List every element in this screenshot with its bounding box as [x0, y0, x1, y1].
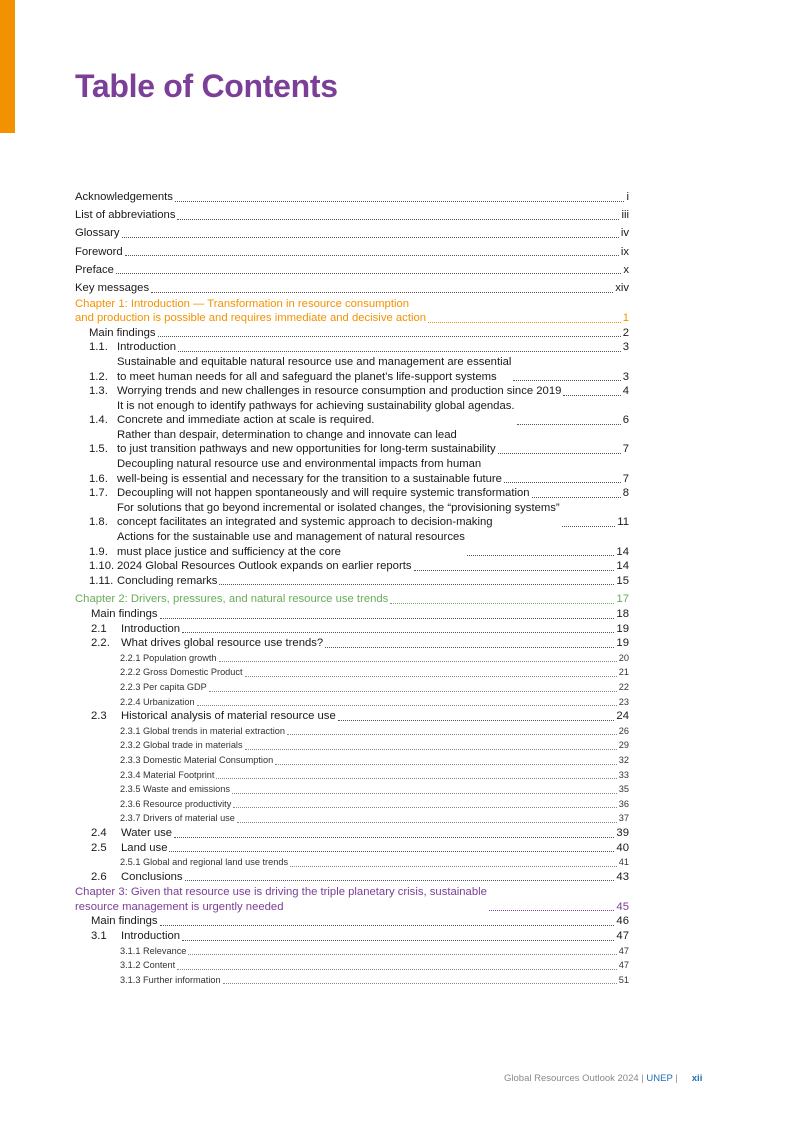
dot-leader: [532, 496, 621, 498]
subsection-title: 3.1.1 Relevance: [120, 945, 187, 956]
toc-entry-preface[interactable]: [75, 263, 629, 278]
toc-page-number: 40: [616, 841, 629, 854]
toc-entry-acknowledgements[interactable]: [75, 190, 629, 205]
dot-leader: [122, 236, 619, 238]
toc-section[interactable]: [75, 399, 629, 428]
toc-page-number: 51: [618, 974, 629, 985]
toc-page-number: 3: [622, 370, 629, 383]
section-number: 1.9.: [89, 545, 108, 558]
dot-leader: [325, 646, 614, 648]
toc-page-number: 8: [622, 487, 629, 500]
dot-leader: [245, 675, 617, 677]
section-number: 2.5: [91, 841, 107, 854]
dot-leader: [158, 335, 621, 337]
toc-subsection[interactable]: [75, 724, 629, 739]
toc-subsection[interactable]: [75, 855, 629, 870]
toc-section[interactable]: [75, 530, 629, 559]
section-title: Conclusions: [121, 870, 183, 883]
toc-subsection[interactable]: [75, 680, 629, 695]
section-number: 1.3.: [89, 385, 108, 398]
section-title: [117, 428, 496, 457]
toc-entry-main-findings[interactable]: [75, 326, 629, 341]
toc-subsection[interactable]: [75, 753, 629, 768]
section-title-line: Worrying trends and new challenges in resource consumption and production since 2019: [117, 385, 562, 398]
toc-page-number: 20: [618, 652, 629, 663]
section-title-line: Concrete and immediate action at scale is required.: [117, 414, 375, 427]
subsection-title: 2.3.7 Drivers of material use: [120, 813, 235, 824]
section-title: [117, 559, 412, 574]
section-number: 2.1: [91, 622, 107, 635]
toc-page-number: 18: [616, 608, 629, 620]
section-number: 1.10.: [89, 560, 115, 573]
toc-subsection[interactable]: [75, 944, 629, 959]
toc-section[interactable]: [75, 870, 629, 885]
section-title-line: well-being is essential and necessary for the transition to a sustainable future: [117, 472, 502, 485]
toc-page-number: 14: [616, 545, 629, 558]
dot-leader: [513, 379, 620, 381]
dot-leader: [498, 452, 621, 454]
dot-leader: [116, 272, 621, 274]
toc-entry-glossary[interactable]: [75, 226, 629, 241]
toc-section[interactable]: [75, 457, 629, 486]
section-title: Introduction: [121, 622, 181, 635]
dot-leader: [169, 850, 614, 852]
toc-page-number: 29: [618, 740, 629, 751]
toc-section[interactable]: [75, 340, 629, 355]
section-title: Historical analysis of material resource use: [121, 710, 336, 723]
toc-page-number: 35: [618, 784, 629, 795]
toc-page-number: 21: [618, 667, 629, 678]
section-title-line: Decoupling will not happen spontaneously and will require systemic transformation: [117, 487, 530, 500]
section-title: [117, 486, 530, 501]
section-title-line: Introduction: [117, 341, 177, 354]
toc-subsection[interactable]: [75, 811, 629, 826]
page-footer: [504, 1073, 702, 1084]
dot-leader: [185, 879, 615, 881]
section-title: Water use: [121, 826, 173, 839]
toc-page-number: 47: [618, 960, 629, 971]
toc-subsection[interactable]: [75, 651, 629, 666]
chapter-title: Chapter 2: Drivers, pressures, and natural resource use trends: [75, 593, 389, 606]
section-title-line: For solutions that go beyond incremental or isolated changes, the “provisioning systems”: [117, 501, 560, 514]
section-title-line: must place justice and sufficiency at the core: [117, 545, 341, 558]
toc-entry-label: Main findings: [91, 915, 158, 928]
toc-chapter-1[interactable]: [75, 297, 629, 326]
toc-page-number: xiv: [615, 281, 629, 294]
dot-leader: [182, 631, 614, 633]
section-number: 1.1.: [89, 341, 108, 354]
dot-leader: [245, 748, 617, 750]
section-title-line: Actions for the sustainable use and management of natural resources: [117, 531, 465, 544]
toc-section[interactable]: [75, 486, 629, 501]
dot-leader: [414, 569, 615, 571]
toc-section[interactable]: [75, 622, 629, 637]
dot-leader: [197, 704, 617, 706]
dot-leader: [290, 865, 617, 867]
dot-leader: [233, 806, 616, 808]
section-title: [117, 340, 176, 355]
toc-section[interactable]: [75, 384, 629, 399]
section-title: [117, 530, 465, 559]
section-title: [117, 399, 515, 428]
dot-leader: [182, 939, 614, 941]
toc-section[interactable]: [75, 428, 629, 457]
toc-section[interactable]: [75, 501, 629, 530]
dot-leader: [177, 218, 619, 220]
toc-section[interactable]: [75, 709, 629, 724]
toc-entry-foreword[interactable]: [75, 245, 629, 260]
toc-chapter-3[interactable]: [75, 885, 629, 914]
chapter-title-line: resource management is urgently needed: [75, 900, 284, 913]
toc-page-number: 37: [618, 813, 629, 824]
toc-page-number: iv: [620, 227, 629, 240]
footer-publication: Global Resources Outlook 2024 |: [504, 1073, 647, 1084]
toc-page-number: 19: [616, 622, 629, 635]
section-title-line: to meet human needs for all and safeguard the planet’s life-support systems: [117, 370, 497, 383]
toc-page-number: 33: [618, 769, 629, 780]
toc-page-number: 46: [616, 915, 629, 928]
toc-entry-label: Glossary: [75, 227, 120, 240]
section-number: 1.11.: [89, 574, 114, 587]
toc-page-number: 4: [622, 385, 629, 398]
toc-page-number: 32: [618, 754, 629, 765]
section-number: 1.8.: [89, 516, 108, 529]
toc-section[interactable]: [75, 559, 629, 574]
dot-leader: [275, 763, 617, 765]
dot-leader: [216, 777, 616, 779]
dot-leader: [287, 733, 617, 735]
chapter-title-line: Chapter 1: Introduction — Transformation in resource consumption: [75, 297, 410, 310]
toc-subsection[interactable]: [75, 768, 629, 783]
toc-page-number: 11: [617, 516, 629, 529]
toc-page-number: 22: [618, 681, 629, 692]
dot-leader: [467, 554, 615, 556]
subsection-title: 2.3.6 Resource productivity: [120, 798, 232, 809]
footer-separator: |: [672, 1073, 678, 1084]
section-title: [117, 355, 511, 384]
dot-leader: [125, 254, 619, 256]
toc-page-number: iii: [621, 209, 629, 222]
toc-page-number: x: [623, 263, 629, 276]
toc-section[interactable]: [75, 636, 629, 651]
dot-leader: [209, 690, 617, 692]
subsection-title: 2.5.1 Global and regional land use trends: [120, 857, 289, 868]
section-title-line: to just transition pathways and new opportunities for long-term sustainability: [117, 443, 496, 456]
footer-page-number: xii: [691, 1073, 703, 1084]
table-of-contents: [75, 190, 629, 987]
toc-page-number: 36: [618, 798, 629, 809]
toc-page-number: 43: [616, 870, 629, 883]
dot-leader: [517, 423, 621, 425]
dot-leader: [232, 792, 617, 794]
toc-section[interactable]: [75, 929, 629, 944]
toc-page-number: 3: [622, 341, 629, 354]
toc-entry-main-findings[interactable]: [75, 607, 629, 622]
section-title-line: Sustainable and equitable natural resource use and management are essential: [117, 355, 512, 368]
toc-entry-label: Key messages: [75, 281, 150, 294]
section-title: [117, 574, 217, 589]
section-number: 2.4: [91, 826, 107, 839]
section-title-line: 2024 Global Resources Outlook expands on earlier reports: [117, 560, 412, 573]
dot-leader: [223, 982, 617, 984]
page-title: Table of Contents: [75, 68, 338, 104]
section-title-line: It is not enough to identify pathways for achieving sustainability global agendas.: [117, 399, 515, 412]
subsection-title: 2.3.2 Global trade in materials: [120, 740, 243, 751]
dot-leader: [177, 968, 617, 970]
subsection-title: 2.3.4 Material Footprint: [120, 769, 215, 780]
toc-subsection[interactable]: [75, 782, 629, 797]
dot-leader: [219, 583, 614, 585]
toc-entry-main-findings[interactable]: [75, 914, 629, 929]
dot-leader: [504, 481, 621, 483]
toc-section[interactable]: [75, 355, 629, 384]
subsection-title: 2.2.2 Gross Domestic Product: [120, 667, 243, 678]
toc-entry-key-messages[interactable]: [75, 281, 629, 296]
toc-page-number: 7: [622, 443, 629, 456]
subsection-title: 3.1.3 Further information: [120, 974, 221, 985]
dot-leader: [489, 909, 615, 911]
toc-page-number: 6: [622, 414, 629, 427]
subsection-title: 2.3.1 Global trends in material extraction: [120, 725, 285, 736]
toc-subsection[interactable]: [75, 973, 629, 988]
accent-bar: [0, 0, 15, 133]
subsection-title: 3.1.2 Content: [120, 960, 176, 971]
toc-entry-label: Foreword: [75, 245, 123, 258]
section-title: [117, 384, 561, 399]
dot-leader: [151, 291, 613, 293]
section-title: [117, 501, 560, 530]
toc-entry-label: Main findings: [89, 326, 156, 339]
toc-page-number: 47: [618, 945, 629, 956]
dot-leader: [178, 350, 621, 352]
toc-page-number: 39: [616, 826, 629, 839]
toc-chapter-2[interactable]: [75, 592, 629, 607]
toc-entry-abbreviations[interactable]: [75, 208, 629, 223]
dot-leader: [175, 200, 625, 202]
toc-page-number: 47: [616, 930, 629, 943]
toc-page-number: 15: [616, 574, 629, 587]
toc-subsection[interactable]: [75, 695, 629, 710]
toc-page-number: 41: [618, 857, 629, 868]
dot-leader: [160, 924, 615, 926]
dot-leader: [563, 394, 620, 396]
section-number: 2.2.: [91, 637, 110, 650]
toc-page-number: 7: [622, 472, 629, 485]
toc-subsection[interactable]: [75, 958, 629, 973]
toc-page-number: 14: [616, 560, 629, 573]
toc-page-number: ix: [620, 245, 629, 258]
section-title: [117, 457, 502, 486]
subsection-title: 2.2.4 Urbanization: [120, 696, 195, 707]
section-number: 1.6.: [89, 472, 108, 485]
section-title: Land use: [121, 841, 168, 854]
toc-subsection[interactable]: [75, 665, 629, 680]
toc-subsection[interactable]: [75, 797, 629, 812]
toc-page-number: 23: [618, 696, 629, 707]
toc-entry-label: Main findings: [91, 608, 158, 620]
toc-page-number: 19: [616, 637, 629, 650]
footer-org: UNEP: [646, 1073, 673, 1084]
dot-leader: [174, 836, 614, 838]
toc-entry-label: List of abbreviations: [75, 209, 176, 222]
dot-leader: [237, 821, 617, 823]
section-title: Introduction: [121, 930, 181, 943]
subsection-title: 2.3.3 Domestic Material Consumption: [120, 754, 274, 765]
section-number: 1.5.: [89, 443, 108, 456]
dot-leader: [338, 719, 615, 721]
toc-page-number: 2: [622, 326, 629, 339]
section-number: 2.6: [91, 870, 107, 883]
toc-page-number: 45: [616, 900, 629, 913]
dot-leader: [562, 525, 616, 527]
toc-page-number: 1: [622, 312, 629, 325]
toc-page-number: 26: [618, 725, 629, 736]
section-title-line: Concluding remarks: [117, 574, 218, 587]
dot-leader: [188, 953, 616, 955]
dot-leader: [219, 660, 617, 662]
section-number: 1.4.: [89, 414, 108, 427]
subsection-title: 2.3.5 Waste and emissions: [120, 784, 230, 795]
section-number: 2.3: [91, 710, 107, 723]
chapter-title-line: and production is possible and requires immediate and decisive action: [75, 312, 427, 325]
toc-section[interactable]: [75, 574, 629, 589]
section-title: What drives global resource use trends?: [121, 637, 324, 650]
toc-section[interactable]: [75, 841, 629, 856]
toc-entry-label: Preface: [75, 263, 114, 276]
section-title-line: Rather than despair, determination to change and innovate can lead: [117, 428, 457, 441]
dot-leader: [428, 321, 621, 323]
toc-subsection[interactable]: [75, 738, 629, 753]
section-number: 1.2.: [89, 370, 108, 383]
subsection-title: 2.2.3 Per capita GDP: [120, 681, 207, 692]
dot-leader: [160, 617, 615, 619]
section-title-line: concept facilitates an integrated and systemic approach to decision-making: [117, 516, 493, 529]
toc-section[interactable]: [75, 826, 629, 841]
dot-leader: [390, 602, 614, 604]
section-number: 3.1: [91, 930, 107, 943]
section-number: 1.7.: [89, 487, 108, 500]
toc-entry-label: Acknowledgements: [75, 191, 173, 203]
toc-page-number: i: [626, 191, 629, 203]
toc-page-number: 24: [616, 710, 629, 723]
toc-page-number: 17: [616, 593, 629, 606]
chapter-title-line: Chapter 3: Given that resource use is driving the triple planetary crisis, sustainable: [75, 886, 487, 899]
subsection-title: 2.2.1 Population growth: [120, 652, 217, 663]
section-title-line: Decoupling natural resource use and environmental impacts from human: [117, 458, 482, 471]
